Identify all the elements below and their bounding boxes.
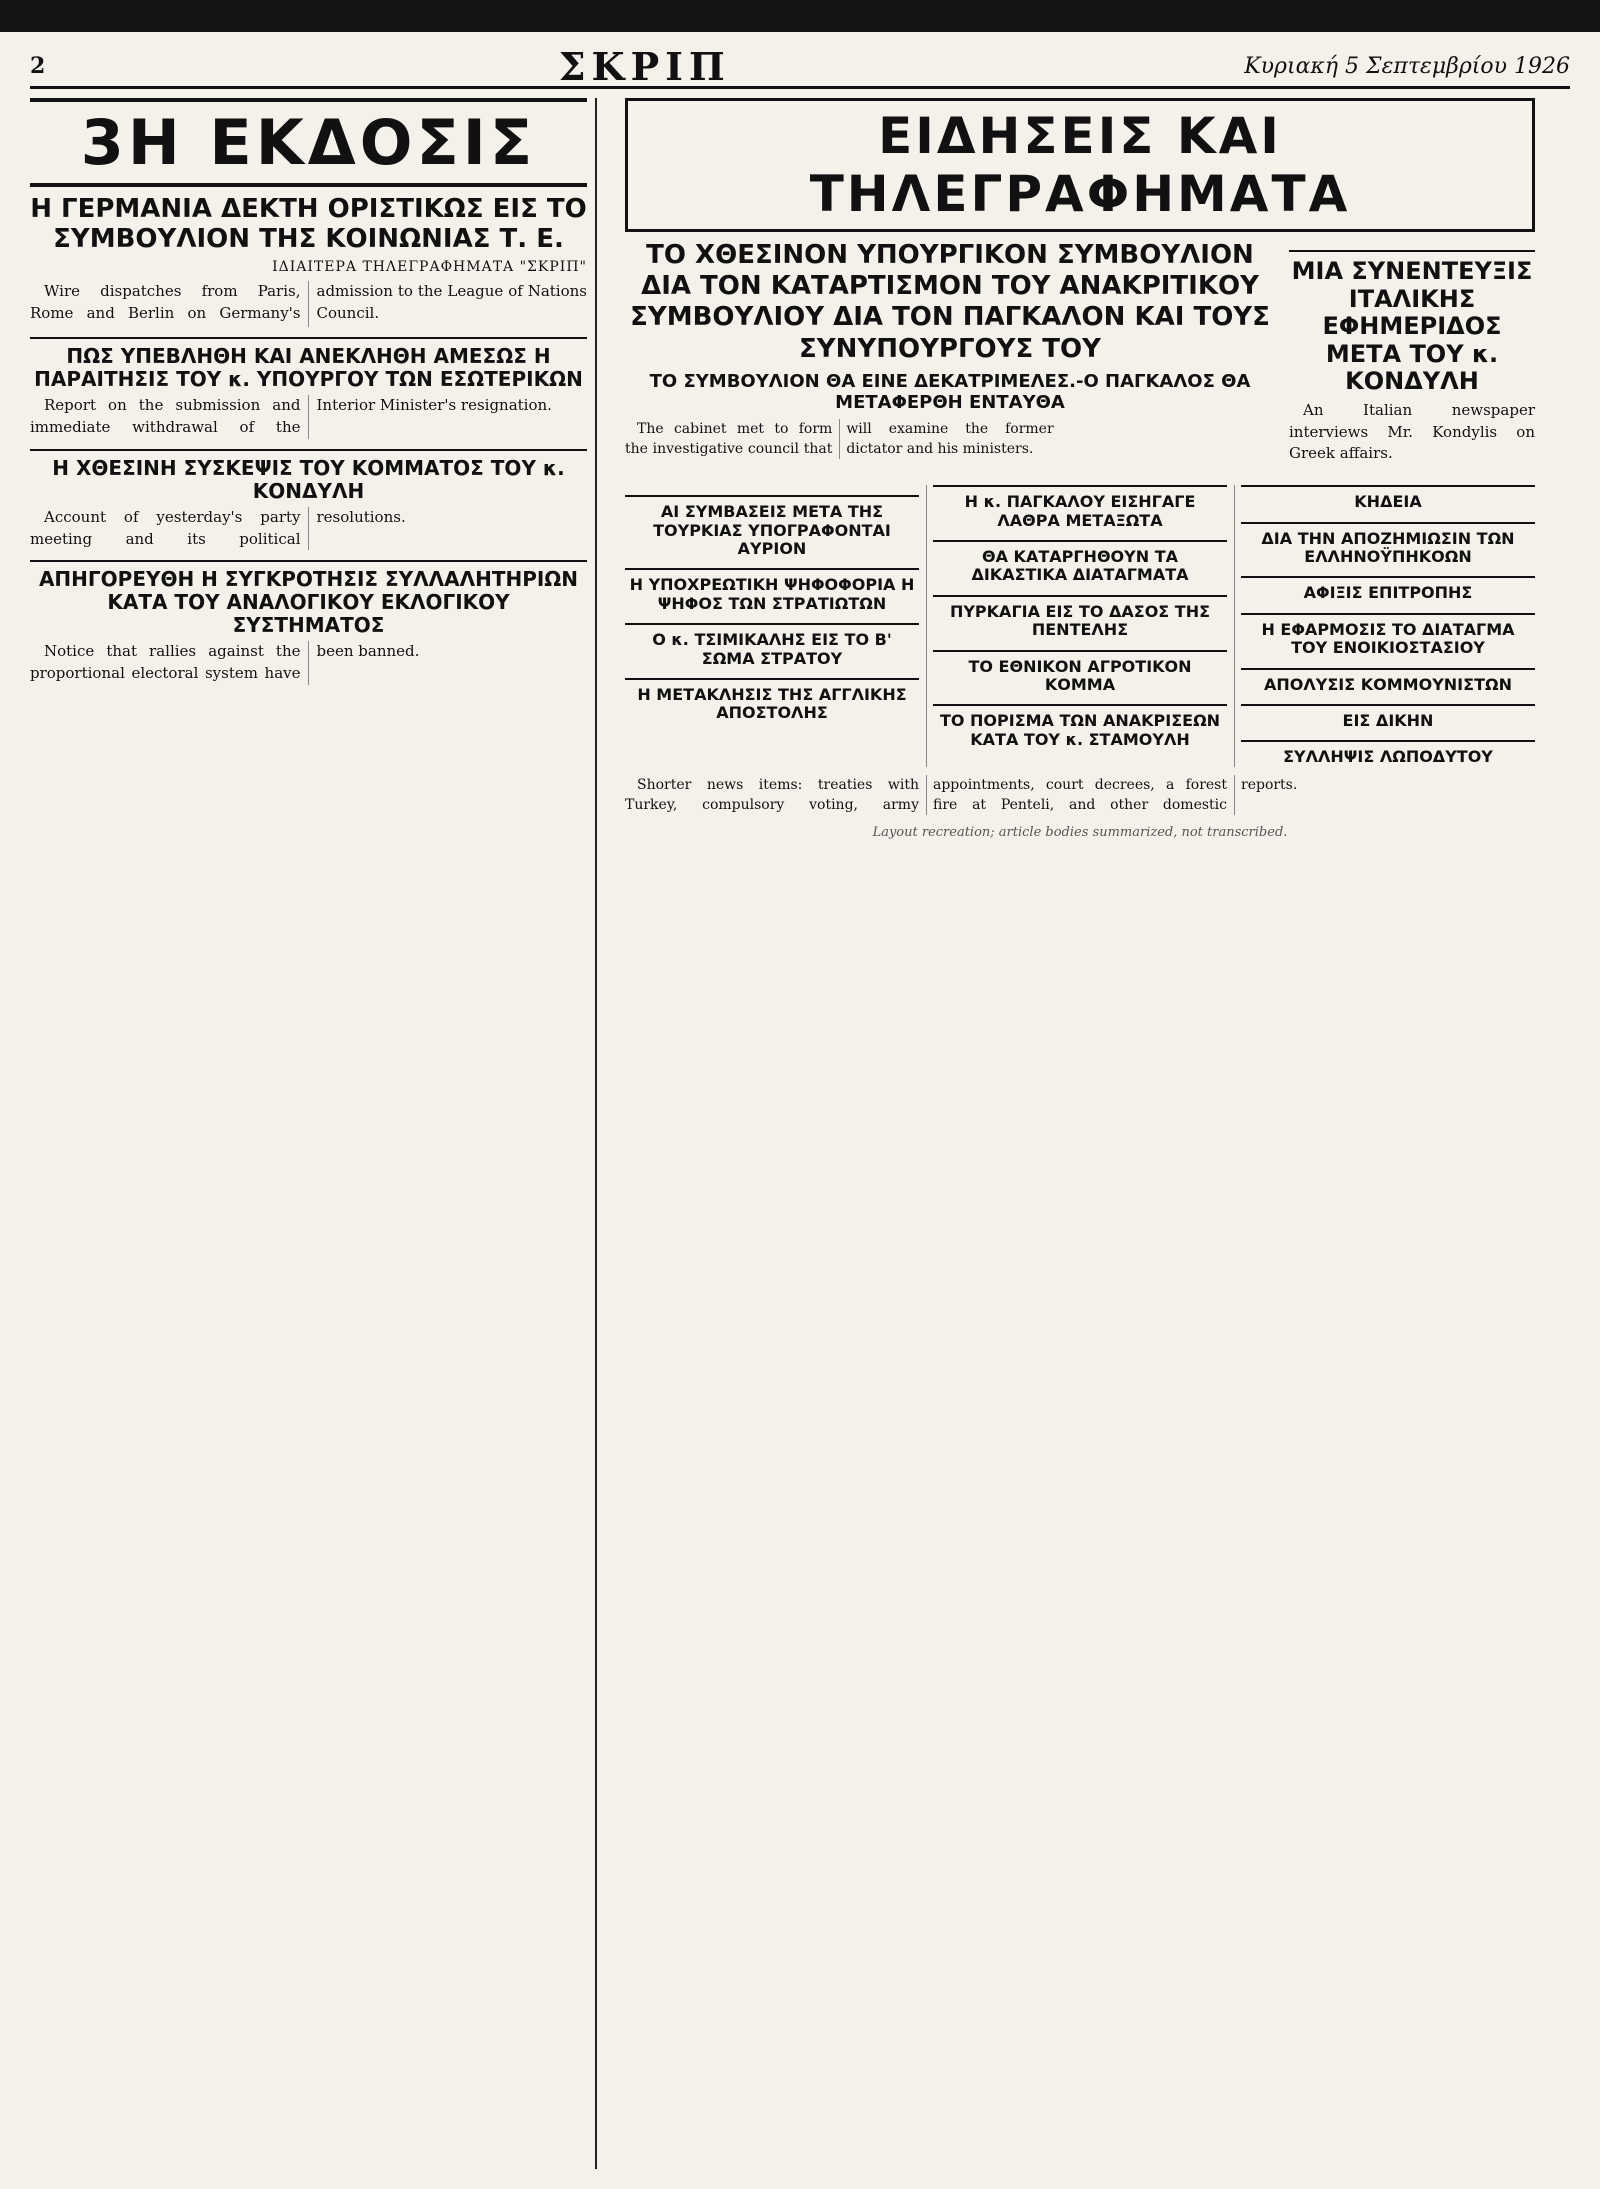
- body-rallies: Notice that rallies against the proportional electoral system have been banned.: [30, 642, 420, 683]
- headline-resignation: ΠΩΣ ΥΠΕΒΛΗΘΗ ΚΑΙ ΑΝΕΚΛΗΘΗ ΑΜΕΣΩΣ Η ΠΑΡΑΙΤΗΣΙΣ ΤΟΥ κ. ΥΠΟΥΡΓΟΥ ΤΩΝ ΕΣΩΤΕΡΙΚΩΝ: [30, 337, 587, 391]
- interview-sidebar: [1289, 240, 1535, 471]
- short-item-headline: ΠΥΡΚΑΓΙΑ ΕΙΣ ΤΟ ΔΑΣΟΣ ΤΗΣ ΠΕΝΤΕΛΗΣ: [933, 595, 1227, 640]
- lead-story-right: [625, 240, 1535, 471]
- short-item-headline: ΚΗΔΕΙΑ: [1241, 485, 1535, 511]
- scan-top-band: [0, 0, 1600, 32]
- short-item-headline: ΑΦΙΞΙΣ ΕΠΙΤΡΟΠΗΣ: [1241, 576, 1535, 602]
- short-items-summary: Shorter news items: treaties with Turkey, compulsory voting, army appointments, court decrees, a forest fire at Penteli, and other domestic reports.: [625, 776, 1298, 814]
- column-rule: [595, 98, 625, 2169]
- running-header: [30, 43, 1570, 89]
- short-item-headline: ΣΥΛΛΗΨΙΣ ΛΩΠΟΔΥΤΟΥ: [1241, 740, 1535, 766]
- short-item-headline: Η ΥΠΟΧΡΕΩΤΙΚΗ ΨΗΦΟΦΟΡΙΑ Η ΨΗΦΟΣ ΤΩΝ ΣΤΡΑΤΙΩΤΩΝ: [625, 568, 919, 613]
- short-item-headline: ΤΟ ΠΟΡΙΣΜΑ ΤΩΝ ΑΝΑΚΡΙΣΕΩΝ ΚΑΤΑ ΤΟΥ κ. ΣΤΑΜΟΥΛΗ: [933, 704, 1227, 749]
- body-resignation: Report on the submission and immediate withdrawal of the Interior Minister's resignation.: [30, 396, 552, 437]
- masthead: ΣΚΡΙΠ: [558, 43, 731, 89]
- short-item-headline: Η κ. ΠΑΓΚΑΛΟΥ ΕΙΣΗΓΑΓΕ ΛΑΘΡΑ ΜΕΤΑΞΩΤΑ: [933, 485, 1227, 530]
- page-number: 2: [30, 53, 46, 79]
- recreation-note: Layout recreation; article bodies summarized, not transcribed.: [872, 825, 1288, 841]
- lead-body-right: The cabinet met to form the investigative council that will examine the former dictator and his ministers.: [625, 420, 1054, 458]
- headline-rallies: ΑΠΗΓΟΡΕΥΘΗ Η ΣΥΓΚΡΟΤΗΣΙΣ ΣΥΛΛΑΛΗΤΗΡΙΩΝ ΚΑΤΑ ΤΟΥ ΑΝΑΛΟΓΙΚΟΥ ΕΚΛΟΓΙΚΟΥ ΣΥΣΤΗΜΑΤΟΣ: [30, 560, 587, 637]
- short-item-headline: Ο κ. ΤΣΙΜΙΚΑΛΗΣ ΕΙΣ ΤΟ Β' ΣΩΜΑ ΣΤΡΑΤΟΥ: [625, 623, 919, 668]
- headline-interview: ΜΙΑ ΣΥΝΕΝΤΕΥΞΙΣ ΙΤΑΛΙΚΗΣ ΕΦΗΜΕΡΙΔΟΣ ΜΕΤΑ ΤΟΥ κ. ΚΟΝΔΥΛΗ: [1289, 250, 1535, 396]
- short-items: [625, 485, 1535, 767]
- body-party-meeting: Account of yesterday's party meeting and its political resolutions.: [30, 507, 406, 548]
- short-item-headline: ΘΑ ΚΑΤΑΡΓΗΘΟΥΝ ΤΑ ΔΙΚΑΣΤΙΚΑ ΔΙΑΤΑΓΜΑΤΑ: [933, 540, 1227, 585]
- short-item-headline: Η ΕΦΑΡΜΟΣΙΣ ΤΟ ΔΙΑΤΑΓΜΑ ΤΟΥ ΕΝΟΙΚΙΟΣΤΑΣΙΟΥ: [1241, 613, 1535, 658]
- lead-headline-right: ΤΟ ΧΘΕΣΙΝΟΝ ΥΠΟΥΡΓΙΚΟΝ ΣΥΜΒΟΥΛΙΟΝ ΔΙΑ ΤΟΝ ΚΑΤΑΡΤΙΣΜΟΝ ΤΟΥ ΑΝΑΚΡΙΤΙΚΟΥ ΣΥΜΒΟΥΛΙΟΥ ΔΙΑ ΤΟΝ ΠΑΓΚΑΛΟΝ ΚΑΙ ΤΟΥΣ ΣΥΝΥΠΟΥΡΓΟΥΣ ΤΟΥ: [630, 240, 1270, 364]
- dispatch-kicker: ΙΔΙΑΙΤΕΡΑ ΤΗΛΕΓΡΑΦΗΜΑΤΑ "ΣΚΡΙΠ": [272, 258, 587, 275]
- lead-subhead-right: ΤΟ ΣΥΜΒΟΥΛΙΟΝ ΘΑ ΕΙΝΕ ΔΕΚΑΤΡΙΜΕΛΕΣ.-Ο ΠΑΓΚΑΛΟΣ ΘΑ ΜΕΤΑΦΕΡΘΗ ΕΝΤΑΥΘΑ: [649, 370, 1251, 413]
- short-item-headline: ΑΠΟΛΥΣΙΣ ΚΟΜΜΟΥΝΙΣΤΩΝ: [1241, 668, 1535, 694]
- edition-banner: 3Η ΕΚΔΟΣΙΣ: [30, 98, 587, 187]
- issue-date: Κυριακή 5 Σεπτεμβρίου 1926: [1244, 53, 1570, 79]
- lead-body-left: Wire dispatches from Paris, Rome and Berlin on Germany's admission to the League of Nations Council.: [30, 281, 587, 322]
- news-banner: ΕΙΔΗΣΕΙΣ ΚΑΙ ΤΗΛΕΓΡΑΦΗΜΑΤΑ: [625, 98, 1535, 232]
- short-item-headline: ΕΙΣ ΔΙΚΗΝ: [1241, 704, 1535, 730]
- headline-party-meeting: Η ΧΘΕΣΙΝΗ ΣΥΣΚΕΨΙΣ ΤΟΥ ΚΟΜΜΑΤΟΣ ΤΟΥ κ. ΚΟΝΔΥΛΗ: [30, 449, 587, 503]
- short-item-headline: ΤΟ ΕΘΝΙΚΟΝ ΑΓΡΟΤΙΚΟΝ ΚΟΜΜΑ: [933, 650, 1227, 695]
- left-column: [30, 98, 595, 2169]
- right-section: [625, 98, 1535, 2169]
- lead-headline-left: Η ΓΕΡΜΑΝΙΑ ΔΕΚΤΗ ΟΡΙΣΤΙΚΩΣ ΕΙΣ ΤΟ ΣΥΜΒΟΥΛΙΟΝ ΤΗΣ ΚΟΙΝΩΝΙΑΣ Τ. Ε.: [30, 194, 587, 254]
- short-item-headline: ΔΙΑ ΤΗΝ ΑΠΟΖΗΜΙΩΣΙΝ ΤΩΝ ΕΛΛΗΝΟΫΠΗΚΟΩΝ: [1241, 522, 1535, 567]
- body-interview: An Italian newspaper interviews Mr. Kondylis on Greek affairs.: [1289, 400, 1535, 463]
- short-item-headline: ΑΙ ΣΥΜΒΑΣΕΙΣ ΜΕΤΑ ΤΗΣ ΤΟΥΡΚΙΑΣ ΥΠΟΓΡΑΦΟΝΤΑΙ ΑΥΡΙΟΝ: [625, 495, 919, 558]
- short-item-headline: Η ΜΕΤΑΚΛΗΣΙΣ ΤΗΣ ΑΓΓΛΙΚΗΣ ΑΠΟΣΤΟΛΗΣ: [625, 678, 919, 723]
